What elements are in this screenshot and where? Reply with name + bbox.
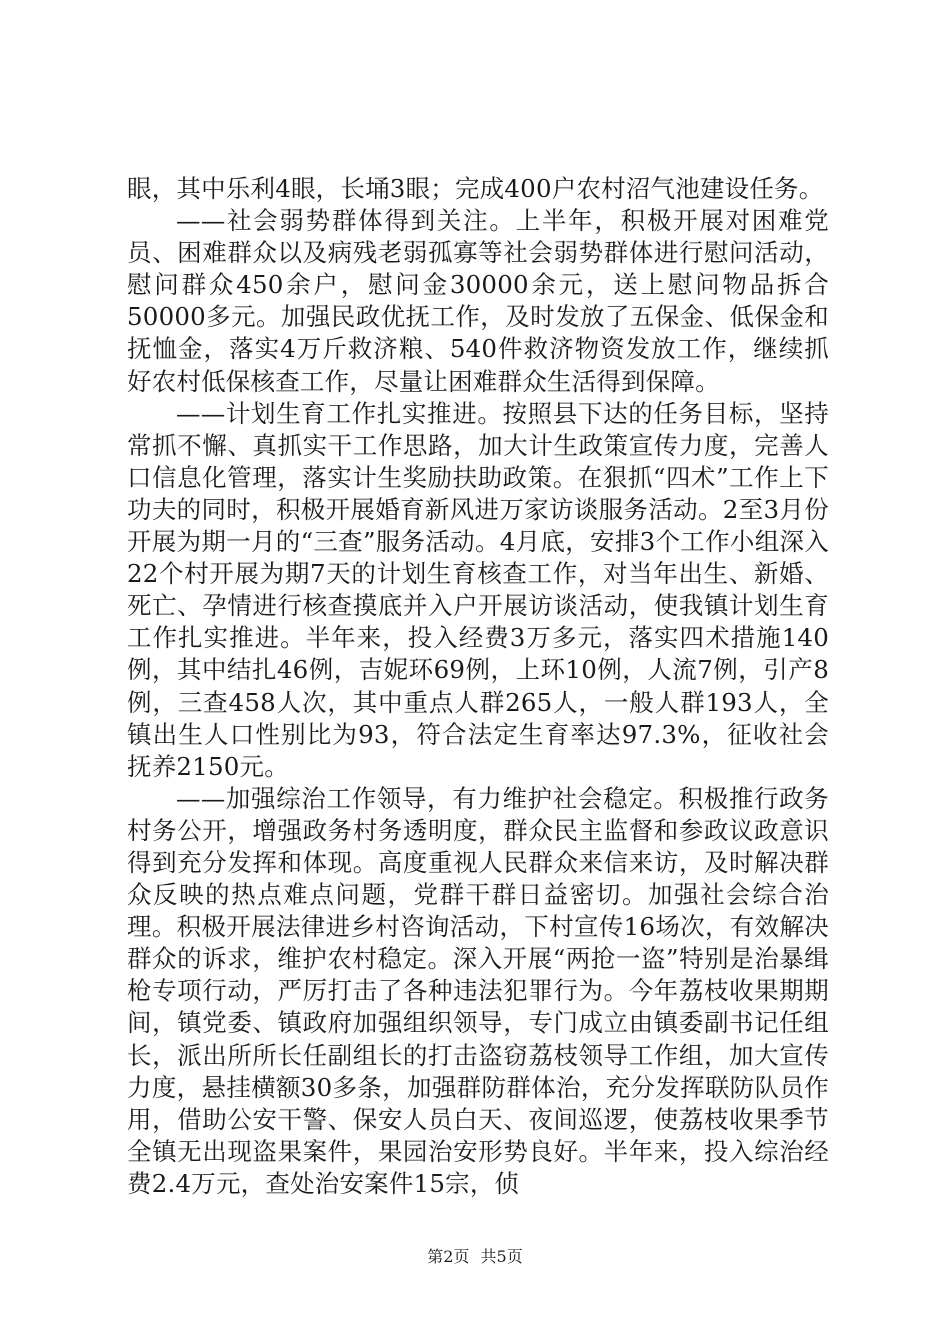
paragraph-continuation: 眼，其中乐利4眼，长埇3眼；完成400户农村沼气池建设任务。 — [127, 174, 824, 203]
paragraph-family-planning: ——计划生育工作扎实推进。按照县下达的任务目标，坚持常抓不懈、真抓实干工作思路，加大计生政策宣传力度，完善人口信息化管理，落实计生奖励扶助政策。在狠抓“四术”工作上下功夫的同时，积极开展婚育新风进万家访谈服务活动。2至3月份开展为期一月的“三查”服务活动。4月底，安排3个工作小组深入22个村开展为期7天的计划生育核查工作，对当年出生、新婚、死亡、孕情进行核查摸底并入户开展访谈活动，使我镇计划生育工作扎实推进。半年来，投入经费3万多元，落实四术措施140例，其中结扎46例，吉妮环69例，上环10例，人流7例，引产8例，三查458人次，其中重点人群265人，一般人群193人，全镇出生人口性别比为93，符合法定生育率达97.3%，征收社会抚养2150元。 — [127, 398, 829, 781]
document-body — [127, 173, 829, 1200]
page-footer — [0, 1244, 950, 1267]
page-number: 第2页 — [427, 1247, 470, 1266]
paragraph-social-stability: ——加强综治工作领导，有力维护社会稳定。积极推行政务村务公开，增强政务村务透明度，群众民主监督和参政议政意识得到充分发挥和体现。高度重视人民群众来信来访，及时解决群众反映的热点难点问题，党群干群日益密切。加强社会综合治理。积极开展法律进乡村咨询活动，下村宣传16场次，有效解决群众的诉求，维护农村稳定。深入开展“两抢一盗”特别是治暴缉枪专项行动，严厉打击了各种违法犯罪行为。今年荔枝收果期期间，镇党委、镇政府加强组织领导，专门成立由镇委副书记任组长，派出所所长任副组长的打击盗窃荔枝领导工作组，加大宣传力度，悬挂横额30多条，加强群防群体治，充分发挥联防队员作用，借助公安干警、保安人员白天、夜间巡逻，使荔枝收果季节全镇无出现盗果案件，果园治安形势良好。半年来，投入综治经费2.4万元，查处治安案件15宗，侦 — [127, 783, 829, 1198]
paragraph-vulnerable-groups: ——社会弱势群体得到关注。上半年，积极开展对困难党员、困难群众以及病残老弱孤寡等社会弱势群体进行慰问活动，慰问群众450余户，慰问金30000余元，送上慰问物品拆合50000多元。加强民政优抚工作，及时发放了五保金、低保金和抚恤金，落实4万斤救济粮、540件救济物资发放工作，继续抓好农村低保核查工作，尽量让困难群众生活得到保障。 — [127, 206, 829, 396]
page-total: 共5页 — [480, 1247, 523, 1266]
